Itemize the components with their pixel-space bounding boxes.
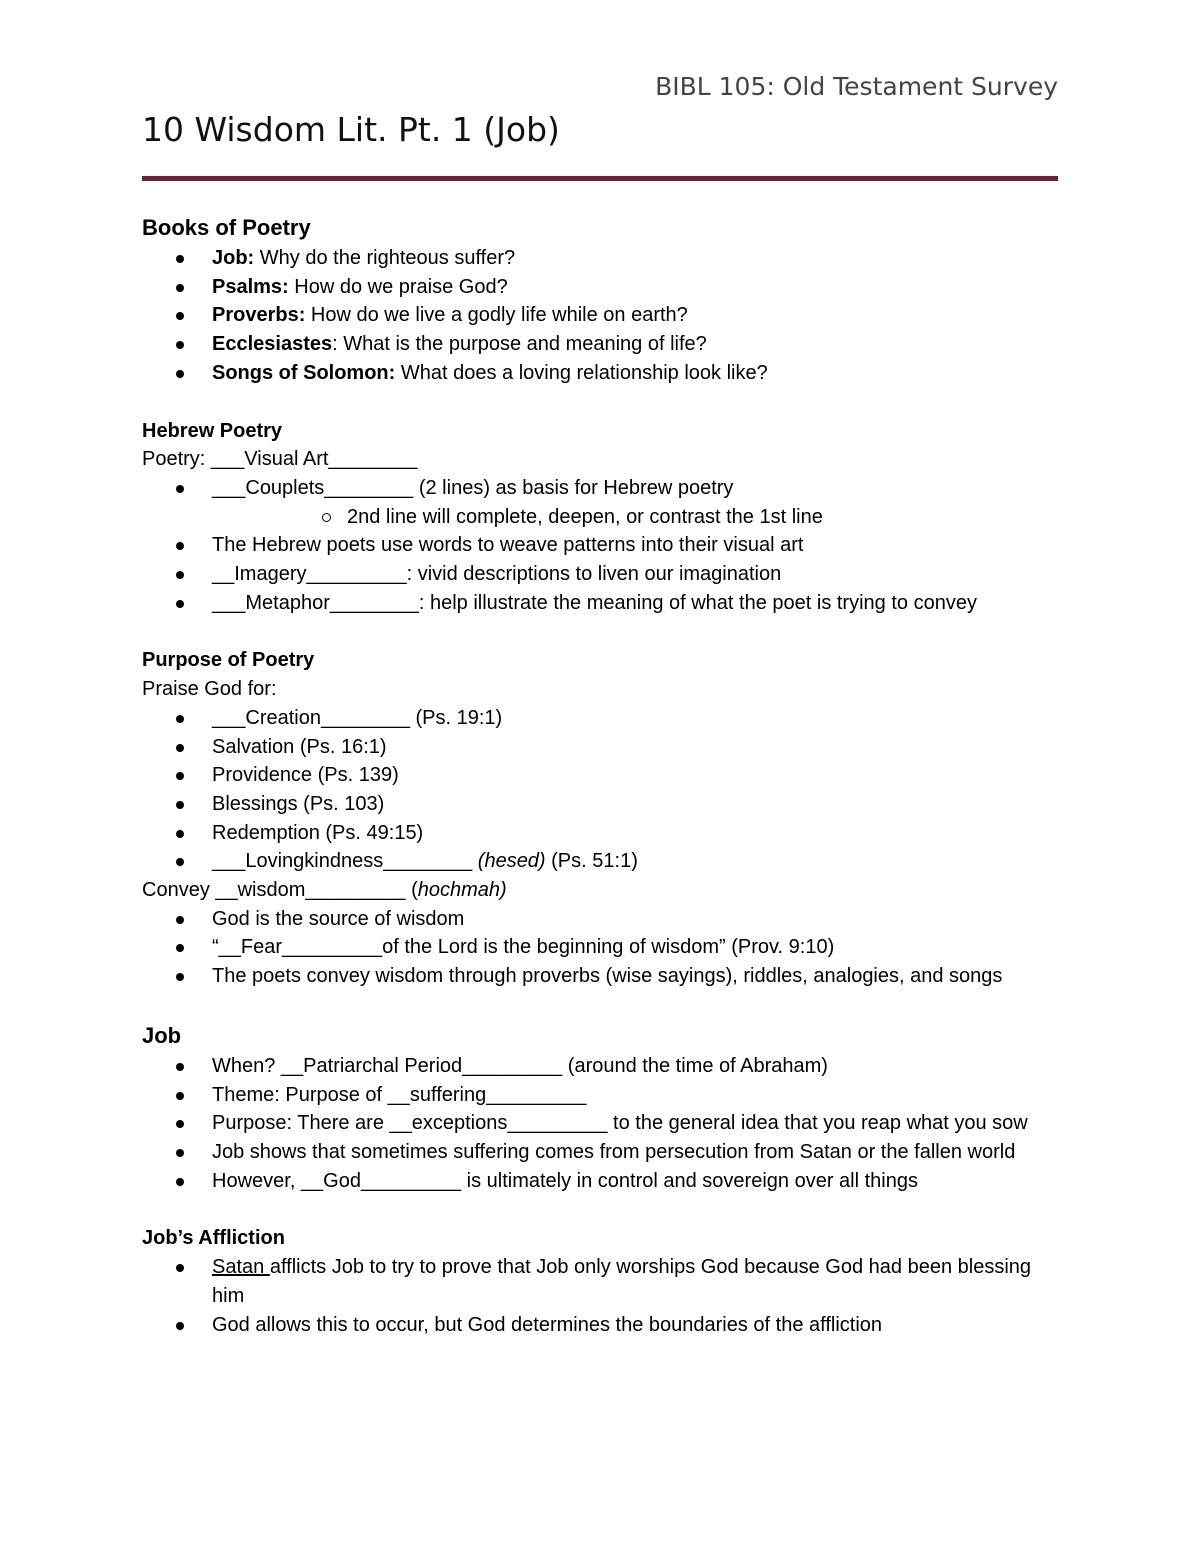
books-of-poetry-heading: Books of Poetry	[142, 215, 311, 240]
book-question: : What is the purpose and meaning of life?	[332, 333, 707, 356]
list-item	[142, 301, 1058, 330]
list-item-text: ___Couplets________ (2 lines) as basis for Hebrew poetry	[212, 476, 734, 499]
list-item: God is the source of wisdom	[142, 905, 1058, 934]
hebrew-poetry-heading: Hebrew Poetry	[142, 419, 283, 442]
sub-list-item: 2nd line will complete, deepen, or contrast the 1st line	[212, 503, 1058, 532]
list-item	[142, 359, 1058, 388]
document-title: 10 Wisdom Lit. Pt. 1 (Job)	[142, 110, 560, 149]
affliction-list	[142, 1253, 1058, 1339]
list-item-text: afflicts Job to try to prove that Job only worships God because God had been blessing him	[212, 1256, 1032, 1307]
title-divider	[142, 176, 1058, 181]
list-item: Job shows that sometimes suffering comes from persecution from Satan or the fallen world	[142, 1138, 1058, 1167]
list-item: Theme: Purpose of __suffering_________	[142, 1081, 1058, 1110]
book-question: Why do the righteous suffer?	[254, 247, 516, 269]
convey-intro	[142, 876, 1058, 905]
underlined-word: Satan	[212, 1256, 270, 1279]
praise-list	[142, 704, 1058, 876]
hebrew-poetry-list	[142, 474, 1058, 618]
list-item	[142, 244, 1058, 273]
book-question: How do we praise God?	[288, 275, 508, 298]
list-item: Redemption (Ps. 49:15)	[142, 819, 1058, 848]
sub-list	[212, 503, 1058, 532]
praise-intro: Praise God for:	[142, 678, 277, 701]
list-item: However, __God_________ is ultimately in control and sovereign over all things	[142, 1167, 1058, 1196]
list-item: Salvation (Ps. 16:1)	[142, 733, 1058, 762]
course-header: BIBL 105: Old Testament Survey	[655, 72, 1058, 101]
hebrew-term: hochmah)	[417, 879, 507, 902]
list-item-text: (Ps. 51:1)	[545, 850, 638, 873]
job-heading: Job	[142, 1022, 182, 1048]
list-item: Providence (Ps. 139)	[142, 761, 1058, 790]
list-item: Blessings (Ps. 103)	[142, 790, 1058, 819]
jobs-affliction-heading: Job’s Affliction	[142, 1227, 285, 1250]
book-question: How do we live a godly life while on earth?	[305, 304, 688, 327]
convey-text: Convey __wisdom_________ (	[142, 879, 418, 902]
books-of-poetry-list	[142, 244, 1058, 388]
list-item	[142, 847, 1058, 876]
list-item	[142, 330, 1058, 359]
list-item: The poets convey wisdom through proverbs (wise sayings), riddles, analogies, and songs	[142, 962, 1058, 991]
list-item	[142, 273, 1058, 302]
book-question: What does a loving relationship look like?	[395, 361, 768, 384]
poetry-intro: Poetry: ___Visual Art________	[142, 448, 418, 471]
list-item: The Hebrew poets use words to weave patterns into their visual art	[142, 531, 1058, 560]
convey-list	[142, 905, 1058, 991]
book-term: Proverbs:	[212, 304, 306, 327]
purpose-of-poetry-heading: Purpose of Poetry	[142, 649, 315, 672]
book-term: Psalms:	[212, 275, 289, 298]
book-term: Ecclesiastes	[212, 333, 333, 356]
hebrew-term: (hesed)	[477, 850, 546, 873]
book-term: Songs of Solomon:	[212, 361, 396, 384]
document-body	[142, 212, 1058, 1339]
list-item-text: ___Lovingkindness________	[212, 850, 478, 873]
list-item	[142, 474, 1058, 531]
book-term: Job:	[212, 247, 255, 269]
list-item: When? __Patriarchal Period_________ (around the time of Abraham)	[142, 1052, 1058, 1081]
job-list	[142, 1052, 1058, 1196]
list-item	[142, 1253, 1058, 1310]
list-item: God allows this to occur, but God determines the boundaries of the affliction	[142, 1311, 1058, 1340]
list-item: Purpose: There are __exceptions_________ to the general idea that you reap what you sow	[142, 1109, 1058, 1138]
list-item: ___Metaphor________: help illustrate the meaning of what the poet is trying to convey	[142, 589, 1058, 618]
list-item: __Imagery_________: vivid descriptions to liven our imagination	[142, 560, 1058, 589]
list-item: “__Fear_________of the Lord is the beginning of wisdom” (Prov. 9:10)	[142, 933, 1058, 962]
list-item: ___Creation________ (Ps. 19:1)	[142, 704, 1058, 733]
